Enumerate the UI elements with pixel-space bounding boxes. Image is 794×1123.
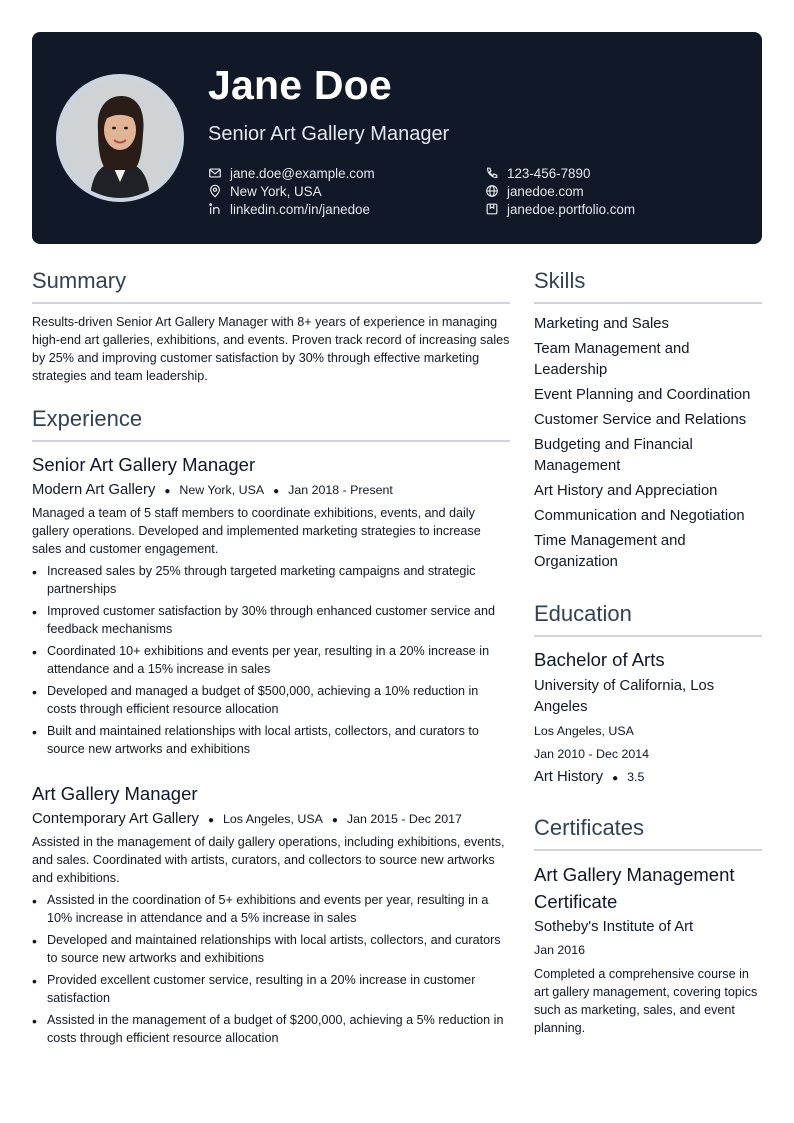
contact-phone[interactable] <box>485 165 748 181</box>
job-dates: Jan 2015 - Dec 2017 <box>346 812 462 826</box>
certificates-section <box>534 815 762 1037</box>
skills-section <box>534 268 762 573</box>
contact-info <box>208 165 748 217</box>
achievement-item: • Provided excellent customer service, resulting in a 20% increase in customer satisfaction <box>32 971 510 1007</box>
mail-icon <box>208 166 222 180</box>
linkedin-icon <box>208 202 222 216</box>
skill-item: Marketing and Sales <box>534 316 669 332</box>
candidate-title: Senior Art Gallery Manager <box>208 123 450 145</box>
job-location: Los Angeles, USA <box>222 812 323 826</box>
contact-portfolio-text: janedoe.portfolio.com <box>507 201 636 217</box>
achievement-item: • Improved customer satisfaction by 30% through enhanced customer service and feedback mechanisms <box>32 602 510 638</box>
job-title: Senior Art Gallery Manager <box>32 454 256 475</box>
skill-item: Communication and Negotiation <box>534 508 745 524</box>
job-meta <box>32 811 510 827</box>
profile-photo <box>56 74 184 202</box>
job-achievements <box>32 891 510 1047</box>
skill-item: Team Management and Leadership <box>534 341 690 378</box>
contact-portfolio[interactable] <box>485 201 748 217</box>
achievement-item: • Built and maintained relationships with local artists, collectors, and curators to source new artworks and exhibitions <box>32 722 510 758</box>
education-major: Art History <box>534 769 604 785</box>
certificate-description: Completed a comprehensive course in art gallery management, covering topics such as marketing, sales, and event planning. <box>534 967 758 1035</box>
education-gpa: 3.5 <box>627 770 645 784</box>
achievement-item: • Assisted in the coordination of 5+ exhibitions and events per year, resulting in a 10% increase in attendance and a 5% increase in sales <box>32 891 510 927</box>
achievement-item: • Developed and managed a budget of $500,000, achieving a 10% reduction in costs through efficient resource allocation <box>32 682 510 718</box>
job-meta <box>32 482 510 498</box>
job-dates: Jan 2018 - Present <box>288 483 393 497</box>
experience-section <box>32 406 510 1047</box>
achievement-item: • Coordinated 10+ exhibitions and events per year, resulting in a 20% increase in attendance and a 15% increase in sales <box>32 642 510 678</box>
job-title: Art Gallery Manager <box>32 783 198 804</box>
certificate-name: Art Gallery Management Certificate <box>534 864 735 912</box>
separator-dot: ● <box>612 773 619 784</box>
separator-dot: ● <box>331 815 338 826</box>
location-icon <box>208 184 222 198</box>
contact-website[interactable] <box>485 183 748 199</box>
achievement-item: • Developed and maintained relationships with local artists, collectors, and curators to source new artworks and exhibitions <box>32 931 510 967</box>
certificates-heading: Certificates <box>534 815 762 851</box>
skill-item: Customer Service and Relations <box>534 412 747 428</box>
experience-entry <box>32 783 510 1047</box>
job-company: Modern Art Gallery <box>32 482 156 498</box>
contact-linkedin[interactable] <box>208 201 485 217</box>
skill-item: Event Planning and Coordination <box>534 387 751 403</box>
education-dates: Jan 2010 - Dec 2014 <box>534 747 650 761</box>
main-column <box>32 268 510 1072</box>
education-section <box>534 601 762 785</box>
education-field <box>534 769 762 785</box>
job-description: Assisted in the management of daily gallery operations, including exhibitions, events, and sales. Coordinated with artists, curators, and collectors to source new artworks and exhibitions. <box>32 835 505 885</box>
skill-item: Art History and Appreciation <box>534 483 718 499</box>
education-school: University of California, Los Angeles <box>534 678 715 715</box>
job-location: New York, USA <box>179 483 265 497</box>
certificate-date: Jan 2016 <box>534 943 585 957</box>
job-company: Contemporary Art Gallery <box>32 811 199 827</box>
separator-dot: ● <box>207 815 214 826</box>
globe-icon <box>485 184 499 198</box>
education-location: Los Angeles, USA <box>534 724 634 738</box>
resume-header <box>32 32 762 244</box>
contact-email-text: jane.doe@example.com <box>230 165 375 181</box>
separator-dot: ● <box>164 486 171 497</box>
contact-email[interactable] <box>208 165 485 181</box>
summary-text: Results-driven Senior Art Gallery Manager with 8+ years of experience in managing high-end art galleries, exhibitions, and events. Proven track record of increasing sales by 25% and improving customer satisfaction by 30% through effective marketing strategies and team leadership. <box>32 315 510 383</box>
contact-website-text: janedoe.com <box>507 183 584 199</box>
skill-item: Time Management and Organization <box>534 533 686 570</box>
contact-linkedin-text: linkedin.com/in/janedoe <box>230 201 370 217</box>
contact-phone-text: 123-456-7890 <box>507 165 591 181</box>
summary-heading: Summary <box>32 268 510 304</box>
job-achievements <box>32 562 510 758</box>
contact-location <box>208 183 485 199</box>
experience-entry <box>32 454 510 758</box>
education-degree: Bachelor of Arts <box>534 649 665 670</box>
portfolio-icon <box>485 202 499 216</box>
profile-photo-image <box>60 78 180 198</box>
skill-item: Budgeting and Financial Management <box>534 437 693 474</box>
job-description: Managed a team of 5 staff members to coordinate exhibitions, events, and daily gallery operations. Developed and implemented marketing strategies to increase sales and customer engagement. <box>32 506 481 556</box>
achievement-item: • Increased sales by 25% through targeted marketing campaigns and strategic partnerships <box>32 562 510 598</box>
achievement-item: • Assisted in the management of a budget of $200,000, achieving a 5% reduction in costs through efficient resource allocation <box>32 1011 510 1047</box>
education-heading: Education <box>534 601 762 637</box>
side-column <box>534 268 762 1047</box>
summary-section <box>32 268 510 385</box>
candidate-name: Jane Doe <box>208 62 392 108</box>
skills-list <box>534 314 762 573</box>
skills-heading: Skills <box>534 268 762 304</box>
experience-heading: Experience <box>32 406 510 442</box>
certificate-issuer: Sotheby's Institute of Art <box>534 919 694 935</box>
contact-location-text: New York, USA <box>230 183 322 199</box>
separator-dot: ● <box>273 486 280 497</box>
phone-icon <box>485 166 499 180</box>
